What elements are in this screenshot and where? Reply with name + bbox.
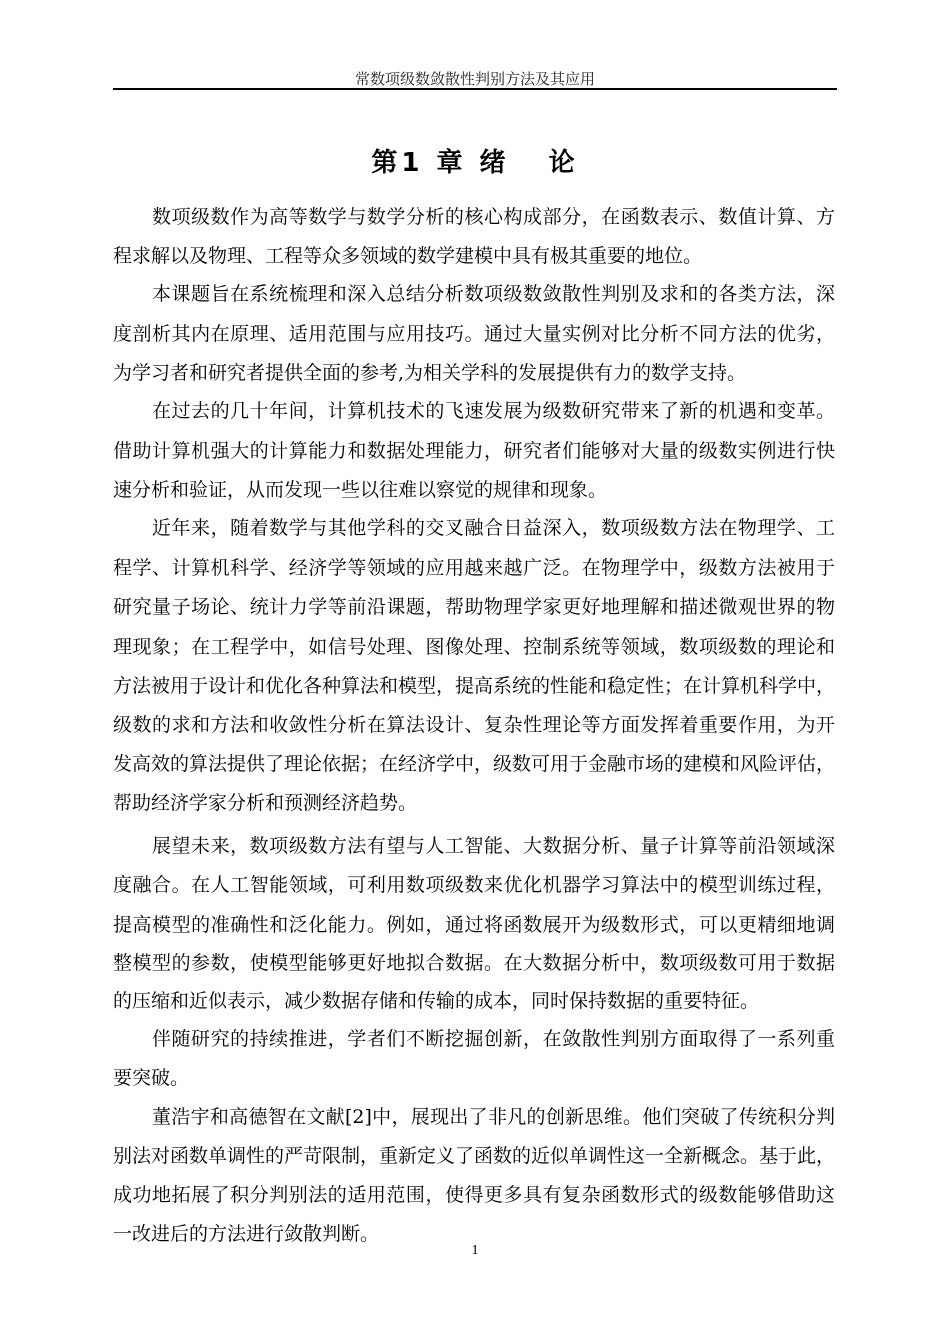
chapter-title: 第1 章 绪 论 — [371, 148, 579, 178]
text-line: 整模型的参数，使模型能够更好地拟合数据。在大数据分析中，数项级数可用于数据 — [113, 952, 835, 974]
text-line: 为学习者和研究者提供全面的参考,为相关学科的发展提供有力的数学支持。 — [113, 362, 747, 384]
text-line: 在过去的几十年间，计算机技术的飞速发展为级数研究带来了新的机遇和变革。 — [152, 400, 835, 422]
page-number: 1 — [471, 1243, 479, 1258]
text-line: 程学、计算机科学、经济学等领域的应用越来越广泛。在物理学中，级数方法被用于 — [113, 557, 835, 579]
text-line: 近年来，随着数学与其他学科的交叉融合日益深入，数项级数方法在物理学、工 — [152, 517, 835, 539]
text-line: 发高效的算法提供了理论依据；在经济学中，级数可用于金融市场的建模和风险评估， — [113, 753, 836, 775]
text-line: 董浩宇和高德智在文献[2]中，展现出了非凡的创新思维。他们突破了传统积分判 — [152, 1106, 835, 1128]
text-line: 程求解以及物理、工程等众多领域的数学建模中具有极其重要的地位。 — [113, 245, 703, 267]
running-header: 常数项级数敛散性判别方法及其应用 — [354, 70, 595, 88]
text-line: 数项级数作为高等数学与数学分析的核心构成部分，在函数表示、数值计算、方 — [152, 206, 835, 228]
text-line: 方法被用于设计和优化各种算法和模型，提高系统的性能和稳定性；在计算机科学中， — [113, 675, 836, 697]
text-line: 伴随研究的持续推进，学者们不断挖掘创新，在敛散性判别方面取得了一系列重 — [152, 1028, 835, 1050]
text-line: 一改进后的方法进行敛散判断。 — [113, 1223, 380, 1245]
text-line: 研究量子场论、统计力学等前沿课题，帮助物理学家更好地理解和描述微观世界的物 — [113, 596, 835, 618]
header-rule — [113, 88, 837, 90]
text-line: 本课题旨在系统梳理和深入总结分析数项级数敛散性判别及求和的各类方法，深 — [152, 283, 835, 305]
text-line: 别法对函数单调性的严苛限制，重新定义了函数的近似单调性这一全新概念。基于此， — [113, 1145, 836, 1167]
text-line: 提高模型的准确性和泛化能力。例如，通过将函数展开为级数形式，可以更精细地调 — [113, 914, 835, 936]
text-line: 度剖析其内在原理、适用范围与应用技巧。通过大量实例对比分析不同方法的优劣， — [113, 323, 835, 345]
text-line: 度融合。在人工智能领域，可利用数项级数来优化机器学习算法中的模型训练过程， — [113, 874, 835, 896]
text-line: 帮助经济学家分析和预测经济趋势。 — [113, 792, 418, 814]
text-line: 成功地拓展了积分判别法的适用范围，使得更多具有复杂函数形式的级数能够借助这 — [113, 1184, 835, 1206]
text-line: 速分析和验证，从而发现一些以往难以察觉的规律和现象。 — [113, 479, 608, 501]
text-line: 要突破。 — [113, 1067, 190, 1089]
text-line: 展望未来，数项级数方法有望与人工智能、大数据分析、量子计算等前沿领域深 — [152, 835, 835, 857]
text-line: 理现象；在工程学中，如信号处理、图像处理、控制系统等领域，数项级数的理论和 — [113, 636, 835, 658]
text-line: 借助计算机强大的计算能力和数据处理能力，研究者们能够对大量的级数实例进行快 — [113, 440, 835, 462]
text-line: 级数的求和方法和收敛性分析在算法设计、复杂性理论等方面发挥着重要作用，为开 — [113, 714, 835, 736]
text-line: 的压缩和近似表示，减少数据存储和传输的成本，同时保持数据的重要特征。 — [113, 990, 760, 1012]
